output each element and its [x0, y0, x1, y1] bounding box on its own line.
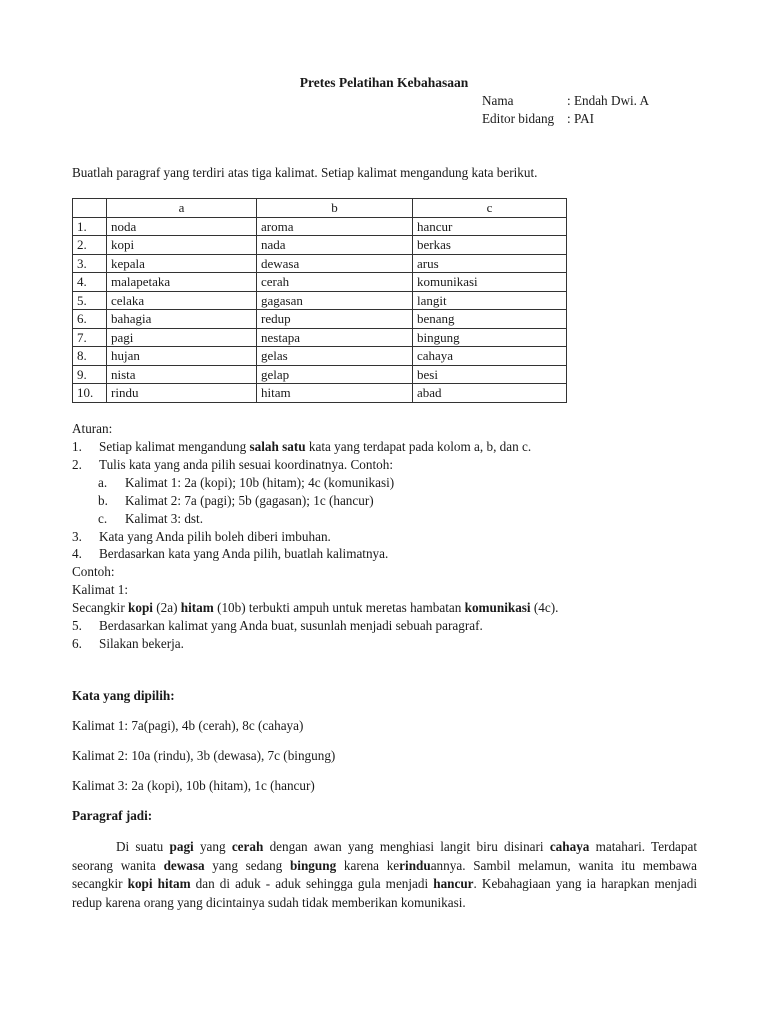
word-cell: bingung [413, 328, 567, 347]
rules-heading: Aturan: [72, 421, 113, 436]
word-cell: kepala [107, 254, 257, 273]
sub-letter: a. [98, 475, 108, 490]
row-number-cell: 7. [73, 328, 107, 347]
word-cell: noda [107, 217, 257, 236]
rule-number: 2. [72, 457, 82, 472]
rule-number: 4. [72, 546, 82, 561]
rule-emphasis: salah satu [249, 439, 306, 454]
chosen-heading: Kata yang dipilih: [72, 688, 175, 703]
chosen-kalimat-3: Kalimat 3: 2a (kopi), 10b (hitam), 1c (hancur) [72, 778, 315, 793]
paragraph-keyword: rindu [399, 857, 431, 873]
paragraph-keyword: bingung [289, 857, 337, 873]
word-cell: nada [257, 236, 413, 255]
contoh-label: Contoh: [72, 564, 115, 579]
word-cell: pagi [107, 328, 257, 347]
word-cell: abad [413, 384, 567, 403]
row-number-cell: 1. [73, 217, 107, 236]
paragraph-text: dengan awan yang menghiasi langit biru disinari [263, 839, 550, 854]
rule-number: 1. [72, 439, 82, 454]
row-number-cell: 5. [73, 291, 107, 310]
meta-label: Nama [482, 93, 514, 108]
word-cell: gelap [257, 365, 413, 384]
paragraph-text: annya. Sambil melamun, wanita itu membawa secangkir [72, 857, 697, 891]
row-number-cell: 9. [73, 365, 107, 384]
rule-text: Silakan bekerja. [99, 636, 184, 651]
table-row [73, 310, 567, 329]
table-row [73, 365, 567, 384]
table-row [73, 291, 567, 310]
table-header [73, 199, 107, 218]
paragraph-text: dan di aduk - aduk sehingga gula menjadi [190, 876, 434, 891]
example-text: (4c). [530, 600, 559, 615]
word-table [72, 198, 567, 403]
sub-letter: b. [98, 493, 108, 508]
sub-text: Kalimat 3: dst. [125, 511, 204, 526]
table-body [73, 217, 567, 402]
rule-number: 3. [72, 529, 82, 544]
rule-2c [98, 511, 203, 527]
meta-editor-row [482, 111, 594, 127]
word-cell: berkas [413, 236, 567, 255]
row-number-cell: 2. [73, 236, 107, 255]
sub-letter: c. [98, 511, 108, 526]
example-text: (10b) terbukti ampuh untuk meretas hambatan [213, 600, 465, 615]
paragraph-keyword: kopi hitam [127, 876, 191, 891]
word-cell: kopi [107, 236, 257, 255]
word-cell: celaka [107, 291, 257, 310]
row-number-cell: 10. [73, 384, 107, 403]
example-sentence [72, 600, 558, 616]
row-number-cell: 6. [73, 310, 107, 329]
word-cell: cahaya [413, 347, 567, 366]
word-cell: nestapa [257, 328, 413, 347]
rule-text: Kata yang Anda pilih boleh diberi imbuhan. [99, 529, 331, 544]
paragraph-text: karena ke [336, 857, 400, 873]
table-row [73, 273, 567, 292]
paragraph-text: yang sedang [204, 857, 290, 873]
word-cell: hujan [107, 347, 257, 366]
paragraph-keyword: hancur [433, 876, 474, 891]
rule-number: 5. [72, 618, 82, 633]
word-cell: rindu [107, 384, 257, 403]
paragraph-heading: Paragraf jadi: [72, 808, 153, 823]
table-header: a [107, 199, 257, 218]
example-text: (2a) [152, 600, 181, 615]
example-word: kopi [128, 600, 153, 615]
table-header: c [413, 199, 567, 218]
table-row [73, 236, 567, 255]
word-cell: bahagia [107, 310, 257, 329]
table-row [73, 347, 567, 366]
kalimat1-label: Kalimat 1: [72, 582, 129, 597]
sub-text: Kalimat 2: 7a (pagi); 5b (gagasan); 1c (hancur) [125, 493, 374, 508]
row-number-cell: 4. [73, 273, 107, 292]
word-cell: hancur [413, 217, 567, 236]
chosen-kalimat-1: Kalimat 1: 7a(pagi), 4b (cerah), 8c (cahaya) [72, 718, 304, 733]
paragraph-keyword: dewasa [163, 857, 205, 873]
word-cell: besi [413, 365, 567, 384]
word-cell: malapetaka [107, 273, 257, 292]
paragraph-keyword: pagi [169, 839, 194, 854]
paragraph-text: . Kebahagiaan yang ia harapkan menjadi redup karena orang yang dicintainya sudah tidak memberikan komunikasi. [72, 876, 697, 910]
rule-2a [98, 475, 394, 491]
word-cell: gelas [257, 347, 413, 366]
rule-5 [72, 618, 483, 634]
word-cell: langit [413, 291, 567, 310]
row-number-cell: 8. [73, 347, 107, 366]
chosen-kalimat-2: Kalimat 2: 10a (rindu), 3b (dewasa), 7c (bingung) [72, 748, 336, 763]
sub-text: Kalimat 1: 2a (kopi); 10b (hitam); 4c (komunikasi) [125, 475, 395, 490]
rule-text: Berdasarkan kata yang Anda pilih, buatlah kalimatnya. [99, 546, 389, 561]
example-word: hitam [180, 600, 214, 615]
rule-2 [72, 457, 393, 473]
word-cell: gagasan [257, 291, 413, 310]
word-cell: nista [107, 365, 257, 384]
table-row [73, 328, 567, 347]
rule-text: Tulis kata yang anda pilih sesuai koordinatnya. Contoh: [99, 457, 394, 472]
rule-1 [72, 439, 531, 455]
rule-text: kata yang terdapat pada kolom a, b, dan c. [305, 439, 532, 454]
rule-2b [98, 493, 374, 509]
word-cell: cerah [257, 273, 413, 292]
meta-label: Editor bidang [482, 111, 555, 126]
meta-name-row [482, 93, 649, 109]
row-number-cell: 3. [73, 254, 107, 273]
final-paragraph [72, 838, 697, 912]
table-header-row [73, 199, 567, 218]
example-text: Secangkir [72, 600, 129, 615]
table-row [73, 217, 567, 236]
meta-value: : Endah Dwi. A [567, 93, 650, 108]
paragraph-text: yang [193, 839, 232, 854]
rule-number: 6. [72, 636, 82, 651]
rule-text: Berdasarkan kalimat yang Anda buat, susunlah menjadi sebuah paragraf. [99, 618, 483, 633]
word-cell: redup [257, 310, 413, 329]
word-cell: hitam [257, 384, 413, 403]
paragraph-text: Di suatu [116, 839, 170, 854]
paragraph-text: matahari. Terdapat seorang wanita [72, 839, 697, 873]
rule-4 [72, 546, 388, 562]
word-cell: aroma [257, 217, 413, 236]
word-cell: dewasa [257, 254, 413, 273]
paragraph-keyword: cerah [231, 839, 264, 854]
example-word: komunikasi [464, 600, 531, 615]
rule-3 [72, 529, 331, 545]
meta-value: : PAI [567, 111, 594, 126]
rule-text: Setiap kalimat mengandung [99, 439, 250, 454]
word-cell: benang [413, 310, 567, 329]
word-cell: komunikasi [413, 273, 567, 292]
instruction-text: Buatlah paragraf yang terdiri atas tiga kalimat. Setiap kalimat mengandung kata berikut. [72, 165, 538, 180]
table-row [73, 254, 567, 273]
table-row [73, 384, 567, 403]
document-title: Pretes Pelatihan Kebahasaan [299, 75, 469, 90]
table-header: b [257, 199, 413, 218]
word-cell: arus [413, 254, 567, 273]
paragraph-keyword: cahaya [549, 839, 590, 854]
rule-6 [72, 636, 184, 652]
